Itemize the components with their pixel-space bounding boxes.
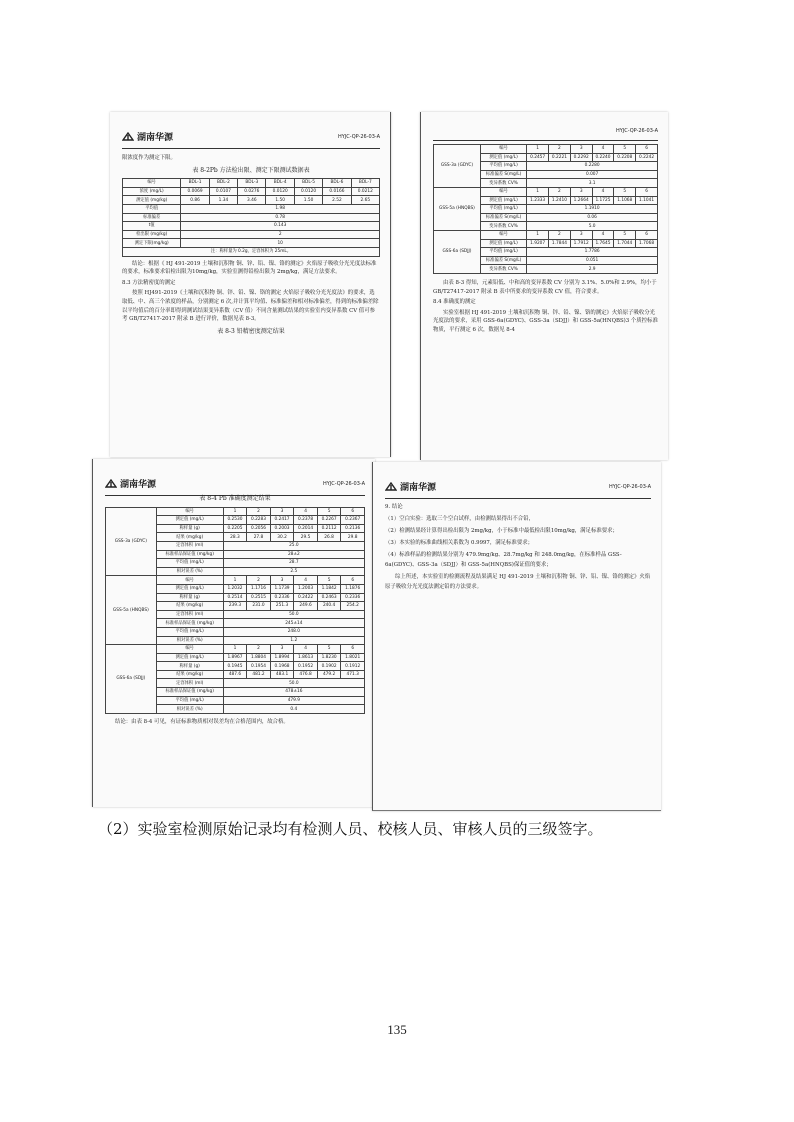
table-cell: 测定值 (mg/L) bbox=[480, 196, 526, 205]
logo-icon bbox=[385, 482, 397, 491]
table-cell: 0.2242 bbox=[636, 153, 658, 162]
table-cell: 1.7068 bbox=[636, 239, 658, 248]
table-cell: 1.50 bbox=[266, 196, 294, 205]
doc-code: HYJC-QP-26-03-A bbox=[615, 128, 658, 134]
table-cell: 1.7044 bbox=[614, 239, 636, 248]
table-cell: 0.0069 bbox=[181, 187, 209, 196]
table-cell: 平均值 bbox=[123, 204, 181, 213]
table-cell: 0.2378 bbox=[294, 516, 318, 525]
table-cell: 2 bbox=[247, 507, 271, 516]
table-cell: 0.2056 bbox=[247, 524, 271, 533]
company-logo bbox=[105, 477, 156, 490]
table-cell: 1.2664 bbox=[570, 196, 592, 205]
table-cell: 1.2333 bbox=[527, 196, 549, 205]
table-cell: 0.0120 bbox=[294, 187, 322, 196]
table-cell: 测定下限(mg/kg) bbox=[123, 239, 181, 248]
table-cell: 1.8994 bbox=[270, 653, 294, 662]
table-title: 表 8-4 Pb 准确度测定结果 bbox=[199, 495, 271, 502]
table-cell: 5 bbox=[614, 187, 636, 196]
table-cell: 0.2112 bbox=[317, 524, 341, 533]
table-cell: 2.52 bbox=[323, 196, 351, 205]
table-row bbox=[106, 645, 365, 654]
scan-page-bottom-left bbox=[92, 459, 375, 807]
table-cell: 2.65 bbox=[351, 196, 379, 205]
table-cell: t值 bbox=[123, 222, 181, 231]
table-cell: 1.7786 bbox=[527, 248, 658, 257]
table-cell: 483.1 bbox=[270, 670, 294, 679]
table-cell: 1 bbox=[223, 507, 247, 516]
table-cell: 编号 bbox=[480, 187, 526, 196]
table-cell: 1 bbox=[527, 145, 549, 154]
table-cell: 0.2221 bbox=[549, 153, 571, 162]
table-cell: 1.98 bbox=[181, 204, 380, 213]
table-cell: 3 bbox=[570, 145, 592, 154]
table-cell: 2 bbox=[549, 145, 571, 154]
table-cell: 标准偏差 bbox=[123, 213, 181, 222]
table-cell: 1.8613 bbox=[294, 653, 318, 662]
table-cell: 248.0 bbox=[223, 627, 364, 636]
table-cell: 4 bbox=[294, 507, 318, 516]
conclusion-item: （1）空白实验：选取三个空白试样，由检测结果得出不合铅， bbox=[385, 516, 534, 522]
conclusion-text: 结论：根据《 HJ 491-2019 土壤和沉积物 铜、锌、铅、镍、铬的测定》火焰原子吸收分光光度法标准的要求，标准要求铅检出限为10mg/kg，实验室测得铅检出限为 2mg/kg，满足方法要求。 bbox=[122, 260, 377, 276]
table-cell: 5 bbox=[614, 145, 636, 154]
table-cell: 检出限 (mg/kg) bbox=[123, 230, 181, 239]
page-header bbox=[385, 470, 651, 499]
table-row bbox=[123, 222, 380, 231]
table-cell: 6 bbox=[341, 645, 365, 654]
table-cell: 3.1 bbox=[527, 179, 658, 188]
doc-code: HYJC-QP-26-03-A bbox=[322, 481, 365, 487]
table-cell: GSS-5a (HNQBS) bbox=[106, 576, 157, 645]
table-cell: 1.1910 bbox=[527, 205, 658, 214]
conclusion-heading: 9. 结论 bbox=[385, 504, 403, 510]
conclusion-list bbox=[385, 514, 651, 570]
table-cell: 编号 bbox=[480, 230, 526, 239]
table-cell: BDL-3 bbox=[238, 179, 266, 188]
conclusion-item: （2）检测结果经计算得出检出限为 2mg/kg，小于标准中最低检出限10mg/kg，满足标准要求； bbox=[385, 528, 618, 534]
table-cell: 0.2530 bbox=[223, 516, 247, 525]
table-cell: 0.2463 bbox=[317, 593, 341, 602]
table-cell: 28.3 bbox=[223, 533, 247, 542]
table-cell: 3 bbox=[270, 576, 294, 585]
table-cell: 479.9 bbox=[223, 696, 364, 705]
table-cell: 平均值 (mg/L) bbox=[480, 248, 526, 257]
table-cell: GSS-5a (HNQBS) bbox=[434, 187, 481, 230]
table-cell: 0.2014 bbox=[294, 524, 318, 533]
table-cell: 0.0107 bbox=[209, 187, 237, 196]
table-row bbox=[434, 187, 658, 196]
table-cell: 0.0212 bbox=[351, 187, 379, 196]
table-cell: GSS-6a (SDJJ) bbox=[106, 645, 157, 714]
table-cell: 0.1968 bbox=[270, 662, 294, 671]
table-cell: 0.2367 bbox=[341, 516, 365, 525]
table-cell: 标准偏差 S(mg/L) bbox=[480, 256, 526, 265]
table-cell: 0.1902 bbox=[317, 662, 341, 671]
table-cell: 0.007 bbox=[527, 170, 658, 179]
table-row bbox=[123, 196, 380, 205]
table-cell: 254.2 bbox=[341, 602, 365, 611]
logo-icon bbox=[122, 132, 134, 141]
table-cell: 测定值 (mg/L) bbox=[156, 653, 223, 662]
table-cell: 2 bbox=[247, 576, 271, 585]
table-cell: 28±2 bbox=[223, 550, 364, 559]
table-cell: 240.4 bbox=[317, 602, 341, 611]
table-cell: 487.6 bbox=[223, 670, 247, 679]
table-cell: 1 bbox=[527, 230, 549, 239]
logo-icon bbox=[105, 479, 117, 488]
table-cell: 251.3 bbox=[270, 602, 294, 611]
table-cell: 0.1945 bbox=[223, 662, 247, 671]
table-cell: 注：称样量为 0.2g，定容体积为 25mL。 bbox=[123, 247, 380, 256]
table-cell: 相对误差 (%) bbox=[156, 636, 223, 645]
table-cell: 0.4 bbox=[223, 705, 364, 714]
intro-text: 限浓度作为测定下限。 bbox=[122, 155, 176, 161]
table-cell: 1.8230 bbox=[317, 653, 341, 662]
table-cell: 2.9 bbox=[527, 265, 658, 274]
table-cell: BDL-6 bbox=[323, 179, 351, 188]
page-header bbox=[433, 118, 658, 141]
page-body bbox=[385, 502, 651, 594]
table-cell: 1 bbox=[223, 645, 247, 654]
table-row bbox=[434, 230, 658, 239]
table-cell: 0.2292 bbox=[570, 153, 592, 162]
table-cell: 标准样品保证值 (mg/kg) bbox=[156, 688, 223, 697]
table-cell: 编号 bbox=[156, 576, 223, 585]
company-logo bbox=[122, 130, 173, 143]
table-cell: 0.2336 bbox=[341, 593, 365, 602]
table-cell: 1.1739 bbox=[270, 584, 294, 593]
page-body bbox=[122, 154, 380, 339]
detection-limit-table bbox=[122, 178, 380, 256]
table-cell: 平均值 (mg/L) bbox=[156, 559, 223, 568]
table-cell: GSS-3a (GDYC) bbox=[434, 145, 481, 188]
table-cell: 编号 bbox=[480, 145, 526, 154]
table-cell: 6 bbox=[341, 507, 365, 516]
table-cell: 3 bbox=[270, 507, 294, 516]
table-cell: 481.2 bbox=[247, 670, 271, 679]
table-cell: 6 bbox=[636, 145, 658, 154]
table-cell: 25.0 bbox=[223, 541, 364, 550]
table-row bbox=[123, 230, 380, 239]
table-cell: 平均值 (mg/L) bbox=[156, 627, 223, 636]
table-cell: 变异系数 CV% bbox=[480, 179, 526, 188]
table-row bbox=[123, 213, 380, 222]
table-cell: 50.0 bbox=[223, 679, 364, 688]
table-cell: 称样量 (g) bbox=[156, 524, 223, 533]
table-cell: 0.051 bbox=[527, 256, 658, 265]
table-cell: 231.0 bbox=[247, 602, 271, 611]
page-header bbox=[122, 120, 380, 149]
table-cell: 5 bbox=[317, 576, 341, 585]
table-cell: 1.34 bbox=[209, 196, 237, 205]
table-cell: 0.1912 bbox=[341, 662, 365, 671]
table-cell: 1.1876 bbox=[341, 584, 365, 593]
table-cell: 10 bbox=[181, 239, 380, 248]
logo-text: 湖南华源 bbox=[400, 483, 437, 493]
table-cell: 0.2515 bbox=[247, 593, 271, 602]
paragraph: 实验室根据 HJ 491-2019 土壤和沉积物 铜、锌、铅、镍、铬的测定》火焰原子吸收分光光度法的要求，采用 GSS-6a(GDYC)、GSS-3a（SDJJ）和 GSS-5a(HNQBS)3 个质控标准物质，平行测定 6 次，数据见 8-4 bbox=[433, 309, 658, 333]
table-cell: 1.8967 bbox=[223, 653, 247, 662]
table-cell: 476.8 bbox=[294, 670, 318, 679]
table-cell: 称样量 (g) bbox=[156, 593, 223, 602]
table-cell: GSS-6a (SDJJ) bbox=[434, 230, 481, 273]
table-cell: 1.1068 bbox=[614, 196, 636, 205]
table-cell: 3 bbox=[570, 187, 592, 196]
doc-code: HYJC-QP-26-03-A bbox=[337, 134, 380, 140]
table-cell: 1.7645 bbox=[592, 239, 614, 248]
page-number: 135 bbox=[387, 1022, 407, 1037]
table-cell: 1 bbox=[527, 187, 549, 196]
table-cell: 4 bbox=[294, 576, 318, 585]
table-cell: 26.8 bbox=[317, 533, 341, 542]
table-cell: GSS-3a (GDYC) bbox=[106, 507, 157, 576]
table-row bbox=[123, 187, 380, 196]
table-cell: BDL-5 bbox=[294, 179, 322, 188]
table-cell: 定容体积 (ml) bbox=[156, 610, 223, 619]
table-cell: 0.1952 bbox=[294, 662, 318, 671]
table-cell: BDL-7 bbox=[351, 179, 379, 188]
scan-page-top-right bbox=[420, 112, 668, 460]
table-cell: 5.0 bbox=[527, 222, 658, 231]
table-cell: 1.7844 bbox=[549, 239, 571, 248]
table-cell: 1.7912 bbox=[570, 239, 592, 248]
table-cell: 0.0276 bbox=[238, 187, 266, 196]
table-cell: 2 bbox=[549, 230, 571, 239]
company-logo bbox=[385, 480, 436, 493]
table-cell: 0.86 bbox=[181, 196, 209, 205]
table-cell: 标准偏差 S(mg/L) bbox=[480, 170, 526, 179]
table-cell: 0.2240 bbox=[592, 153, 614, 162]
table-cell: 0.0166 bbox=[323, 187, 351, 196]
table-cell: 0.2417 bbox=[270, 516, 294, 525]
table-cell: 0.2003 bbox=[270, 524, 294, 533]
table-cell: 测定值 (mg/kg) bbox=[123, 196, 181, 205]
table-cell: 6 bbox=[341, 576, 365, 585]
doc-code: HYJC-QP-26-03-A bbox=[608, 484, 651, 490]
table-cell: 2 bbox=[181, 230, 380, 239]
page-header bbox=[105, 467, 365, 496]
table-row bbox=[434, 145, 658, 154]
table-cell: 编号 bbox=[156, 645, 223, 654]
table-cell: 1.8804 bbox=[247, 653, 271, 662]
table-cell: 2 bbox=[549, 187, 571, 196]
table-cell: 1.2032 bbox=[223, 584, 247, 593]
table-cell: 478±16 bbox=[223, 688, 364, 697]
table-cell: 28.7 bbox=[223, 559, 364, 568]
table-cell: 3.46 bbox=[238, 196, 266, 205]
table-cell: 测定值 (mg/L) bbox=[480, 239, 526, 248]
table-row bbox=[123, 204, 380, 213]
table-cell: 4 bbox=[592, 230, 614, 239]
table-cell: 相对误差 (%) bbox=[156, 567, 223, 576]
table-cell: 测定值 (mg/L) bbox=[480, 153, 526, 162]
table-cell: 1.8021 bbox=[341, 653, 365, 662]
table-cell: 5 bbox=[317, 507, 341, 516]
page-body bbox=[433, 144, 658, 336]
table-cell: 0.2136 bbox=[341, 524, 365, 533]
table-cell: 4 bbox=[592, 187, 614, 196]
table-cell: 变异系数 CV% bbox=[480, 222, 526, 231]
table-cell: 479.2 bbox=[317, 670, 341, 679]
table-cell: 标准偏差 S(mg/L) bbox=[480, 213, 526, 222]
table-cell: 0.78 bbox=[181, 213, 380, 222]
table-cell: 结果 (mg/kg) bbox=[156, 670, 223, 679]
table-cell: 0.2514 bbox=[223, 593, 247, 602]
table-cell: 1.1041 bbox=[636, 196, 658, 205]
paragraph: 按照 HJ491-2019《土壤和沉积物 铜、锌、铅、镍、铬的测定 火焰原子吸收分光光度法》的要求，选取低、中、高三个浓度的样品，分别测定 6 次,并计算平均值、标准偏差和相对标准偏差，得到的标准偏差除以平均值后的百分率即得到测试结果变异系数（CV 值）不同含量测试结果的实验室内变异系数 CV 值可参考 GB/T27417-2017 附录 B 进行评价，数据见表 8-3。 bbox=[122, 290, 379, 323]
table-cell: 1.2 bbox=[223, 636, 364, 645]
table-cell: 6 bbox=[636, 187, 658, 196]
table-cell: 1.1716 bbox=[247, 584, 271, 593]
table-cell: 平均值 (mg/L) bbox=[156, 696, 223, 705]
table-cell: 5 bbox=[614, 230, 636, 239]
table-title: 表 8-3 铅精密度测定结果 bbox=[217, 327, 285, 335]
table-cell: 0.2208 bbox=[614, 153, 636, 162]
table-cell: 结果 (mg/kg) bbox=[156, 533, 223, 542]
table-cell: BDL-1 bbox=[181, 179, 209, 188]
table-row bbox=[106, 507, 365, 516]
scan-page-bottom-right bbox=[372, 462, 661, 811]
table-cell: 3 bbox=[570, 230, 592, 239]
table-row bbox=[106, 576, 365, 585]
table-cell: 定容体积 (ml) bbox=[156, 541, 223, 550]
table-cell: 1.2410 bbox=[549, 196, 571, 205]
table-cell: 5 bbox=[317, 645, 341, 654]
table-row bbox=[123, 247, 380, 256]
table-cell: 相对误差 (%) bbox=[156, 705, 223, 714]
table-cell: 29.5 bbox=[294, 533, 318, 542]
table-cell: 测定值 (mg/L) bbox=[156, 584, 223, 593]
table-cell: 0.2457 bbox=[527, 153, 549, 162]
table-cell: 1.2003 bbox=[294, 584, 318, 593]
table-cell: 0.2283 bbox=[247, 516, 271, 525]
table-cell: 0.2336 bbox=[270, 593, 294, 602]
table-cell: 0.2422 bbox=[294, 593, 318, 602]
section-heading: 8.4 准确度的测定 bbox=[433, 299, 476, 306]
table-cell: 平均值 (mg/L) bbox=[480, 162, 526, 171]
table-cell: 3 bbox=[270, 645, 294, 654]
conclusion-item: （4）标准样品的检测结果分别为 479.9mg/kg、28.7mg/kg 和 248.0mg/kg，在标准样品 GSS-6a(GDYC)、GSS-3a（SDJJ）和 GSS-5a(HNQBS)保证值的要求； bbox=[385, 552, 622, 568]
logo-text: 湖南华源 bbox=[120, 480, 157, 490]
table-cell: BDL-2 bbox=[209, 179, 237, 188]
table-cell: 称样量 (g) bbox=[156, 662, 223, 671]
table-row bbox=[123, 239, 380, 248]
table-cell: 6 bbox=[636, 230, 658, 239]
page-body bbox=[105, 495, 365, 728]
section-heading: 8.3 方法精密度的测定 bbox=[122, 279, 176, 286]
table-cell: 239.3 bbox=[223, 602, 247, 611]
table-cell: 1 bbox=[223, 576, 247, 585]
table-cell: 1.9207 bbox=[527, 239, 549, 248]
table-row bbox=[123, 179, 380, 188]
table-cell: 0.1954 bbox=[247, 662, 271, 671]
table-cell: 0.143 bbox=[181, 222, 380, 231]
table-cell: 29.8 bbox=[341, 533, 365, 542]
table-cell: 27.8 bbox=[247, 533, 271, 542]
table-cell: 编号 bbox=[123, 179, 181, 188]
table-cell: 50.0 bbox=[223, 610, 364, 619]
table-cell: 245±14 bbox=[223, 619, 364, 628]
table-cell: 2.5 bbox=[223, 567, 364, 576]
table-cell: 结果 (mg/kg) bbox=[156, 602, 223, 611]
accuracy-table bbox=[105, 507, 365, 714]
table-title: 表 8-2Pb 方法检出限、测定下限测试数据表 bbox=[192, 166, 310, 174]
table-cell: 0.2280 bbox=[527, 162, 658, 171]
conclusion-text: 由表 8-3 得知，元素铅低、中和高的变异系数 CV 分别为 3.1%、5.0%和 2.9%，均小于 GB/T27417-2017 附录 B 表中所要求的变异系数 CV 值，符合要求。 bbox=[433, 279, 657, 295]
table-cell: 变异系数 CV% bbox=[480, 265, 526, 274]
table-cell: 0.2267 bbox=[317, 516, 341, 525]
table-cell: 249.6 bbox=[294, 602, 318, 611]
table-cell: 2 bbox=[247, 645, 271, 654]
table-cell: 0.06 bbox=[527, 213, 658, 222]
caption-text: （2）实验室检测原始记录均有检测人员、校核人员、审核人员的三级签字。 bbox=[98, 820, 603, 838]
table-cell: 浓度 (mg/L) bbox=[123, 187, 181, 196]
precision-table bbox=[433, 144, 658, 274]
conclusion-text: 结论：由表 8-4 可见，有证标准物质相对误差均在合格范围内，故合格。 bbox=[115, 718, 289, 725]
table-cell: 4 bbox=[592, 145, 614, 154]
table-cell: 0.0120 bbox=[266, 187, 294, 196]
table-cell: 30.2 bbox=[270, 533, 294, 542]
table-cell: 编号 bbox=[156, 507, 223, 516]
table-cell: 标准样品保证值 (mg/kg) bbox=[156, 550, 223, 559]
table-cell: 平均值 (mg/L) bbox=[480, 205, 526, 214]
table-cell: 0.2205 bbox=[223, 524, 247, 533]
table-cell: 4 bbox=[294, 645, 318, 654]
final-paragraph: 综上所述，本实验室的检测流程及结果满足 HJ 491-2019 土壤和沉积物 铜、锌、铅、镍、铬的测定》火焰原子吸收分光光度法测定铅的方法要求。 bbox=[385, 574, 651, 590]
table-cell: 定容体积 (ml) bbox=[156, 679, 223, 688]
table-cell: 测定值 (mg/L) bbox=[156, 516, 223, 525]
table-cell: 1.50 bbox=[294, 196, 322, 205]
table-cell: 1.1725 bbox=[592, 196, 614, 205]
logo-text: 湖南华源 bbox=[137, 133, 174, 143]
table-cell: 标准样品保证值 (mg/kg) bbox=[156, 619, 223, 628]
table-cell: 1.1842 bbox=[317, 584, 341, 593]
table-cell: 471.3 bbox=[341, 670, 365, 679]
conclusion-item: （3）本实验的标准曲线相关系数为 0.9997，满足标准要求； bbox=[385, 540, 533, 546]
table-cell: BDL-4 bbox=[266, 179, 294, 188]
scan-page-top-left bbox=[110, 112, 391, 457]
